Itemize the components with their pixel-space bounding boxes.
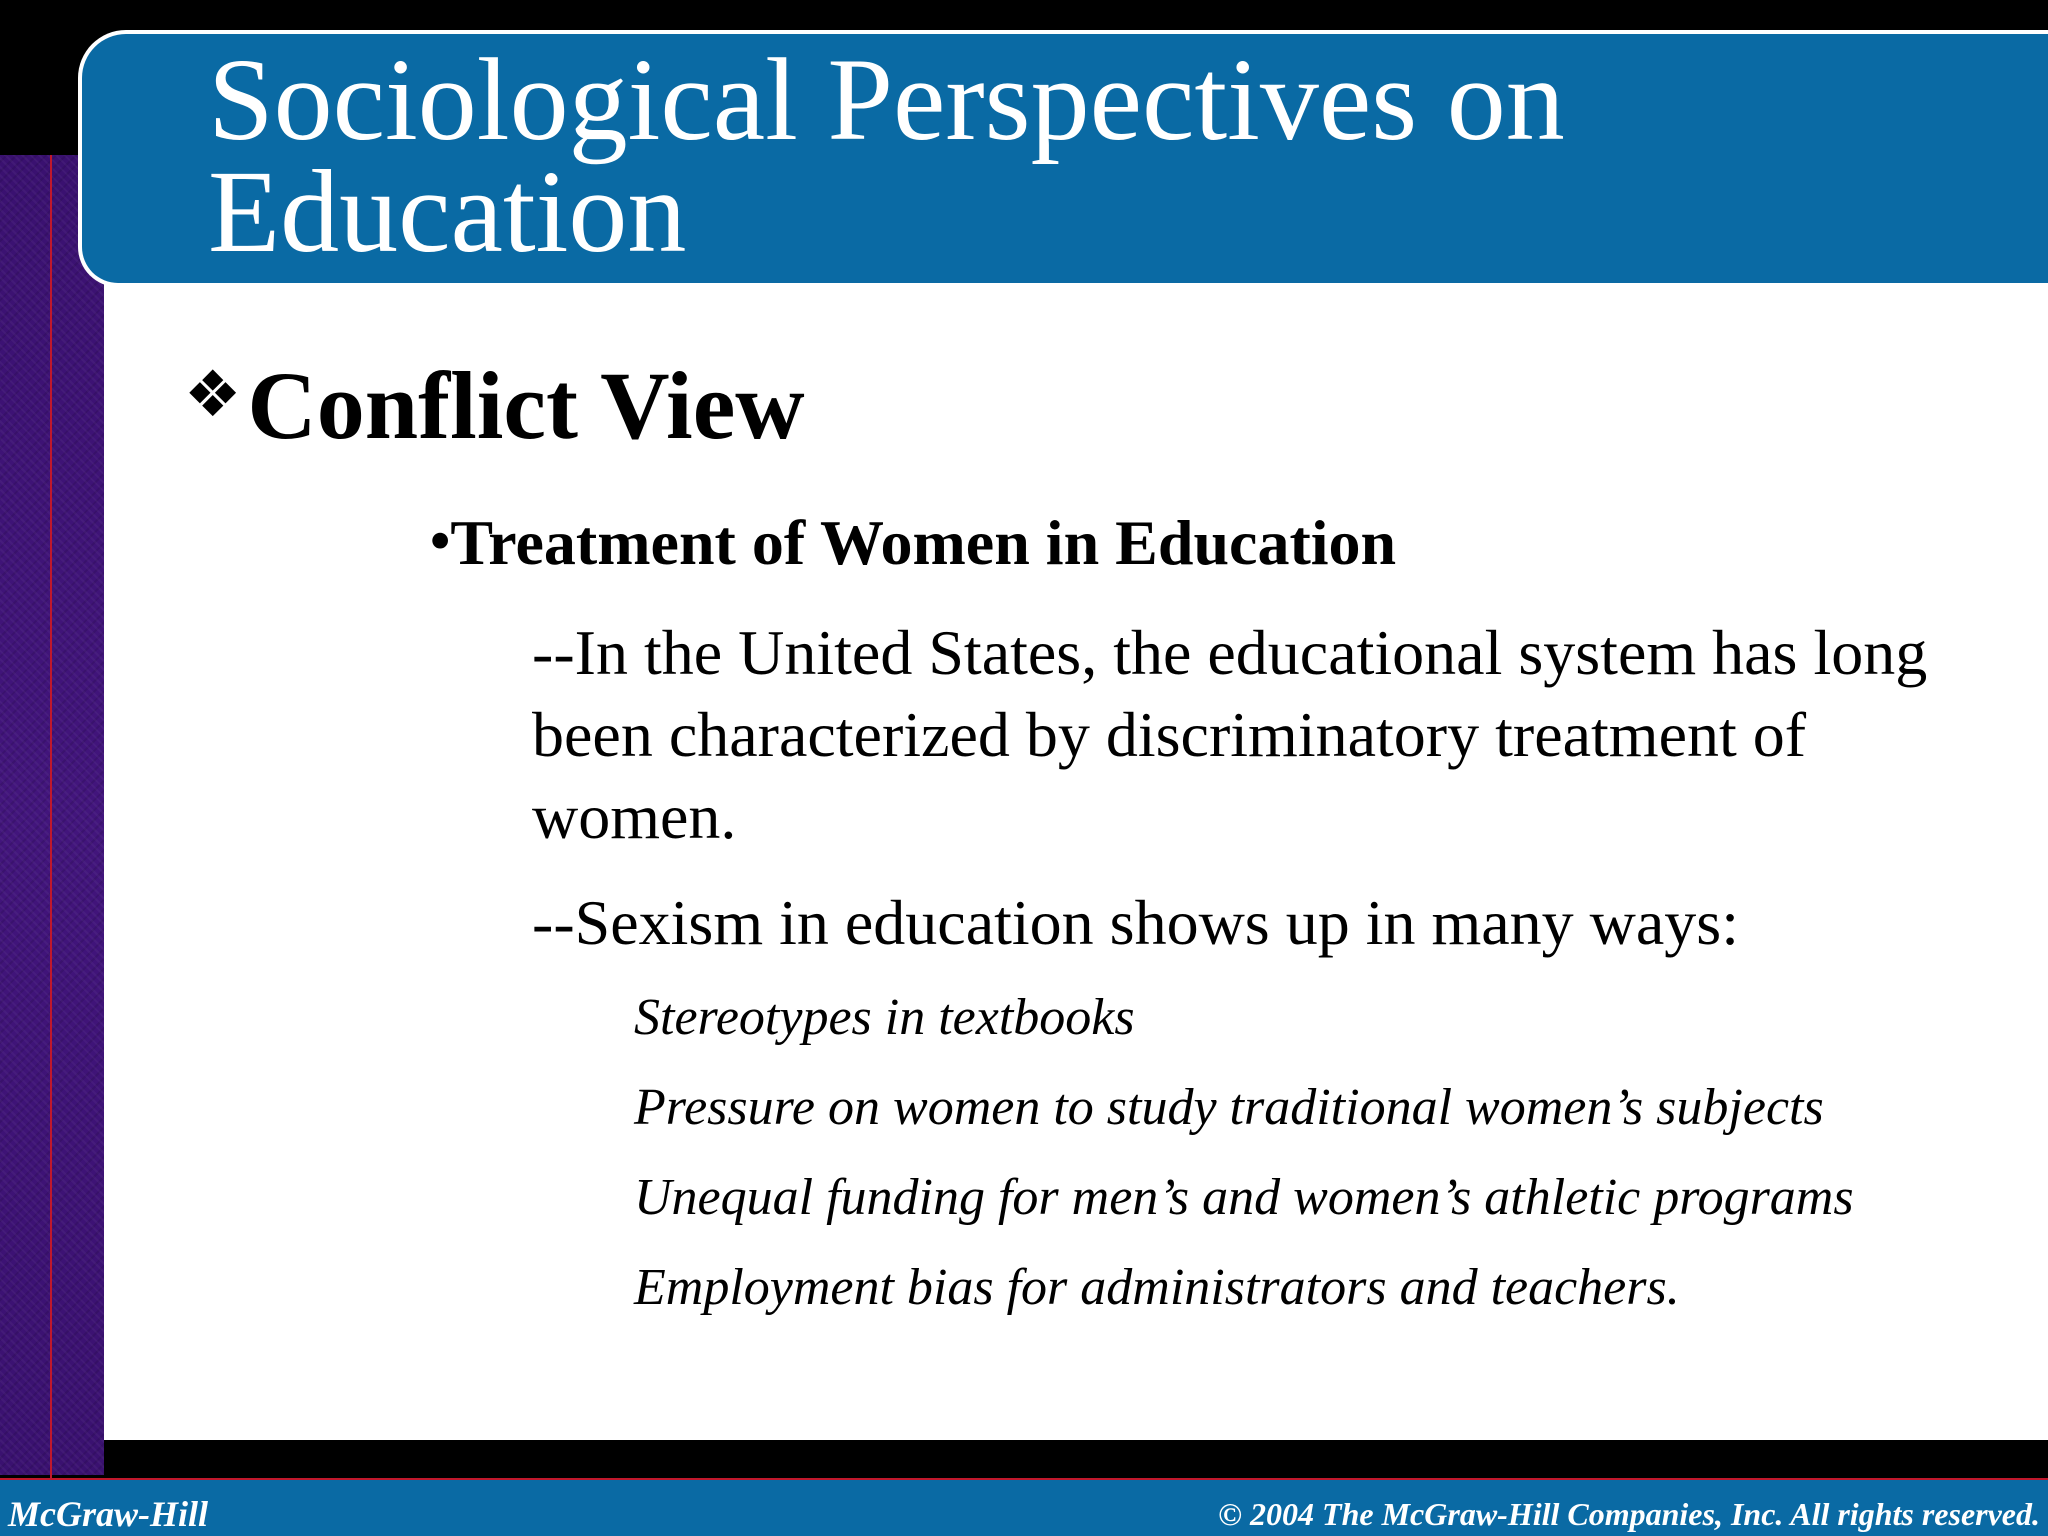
- list-item: Stereotypes in textbooks: [634, 989, 1135, 1046]
- paragraph-discrimination: --In the United States, the educational system has long been characterized by discriminatory treatment of women.: [532, 617, 1928, 852]
- footer-bar: [0, 1478, 2048, 1536]
- dot-bullet-icon: •: [430, 508, 451, 573]
- publisher-name: McGraw-Hill: [8, 1494, 209, 1534]
- decorative-side-strip: [0, 155, 104, 1475]
- section-heading: [184, 340, 805, 461]
- paragraph-sexism: --Sexism in education shows up in many ways:: [532, 887, 1739, 958]
- list-item: Employment bias for administrators and teachers.: [634, 1259, 1680, 1316]
- list-item: Pressure on women to study traditional women’s subjects: [634, 1079, 1824, 1136]
- list-item: Unequal funding for men’s and women’s athletic programs: [634, 1169, 1854, 1226]
- sub-heading-text: Treatment of Women in Education: [450, 507, 1397, 578]
- slide-title: Sociological Perspectives on Education: [208, 34, 1565, 277]
- section-heading-text: Conflict View: [247, 352, 805, 459]
- sub-heading: [430, 503, 1396, 581]
- diamond-bullet-icon: ❖: [184, 358, 242, 432]
- accent-line: [50, 155, 52, 1485]
- examples-list: [634, 984, 1934, 1344]
- copyright-notice: © 2004 The McGraw-Hill Companies, Inc. All rights reserved.: [1218, 1496, 2040, 1532]
